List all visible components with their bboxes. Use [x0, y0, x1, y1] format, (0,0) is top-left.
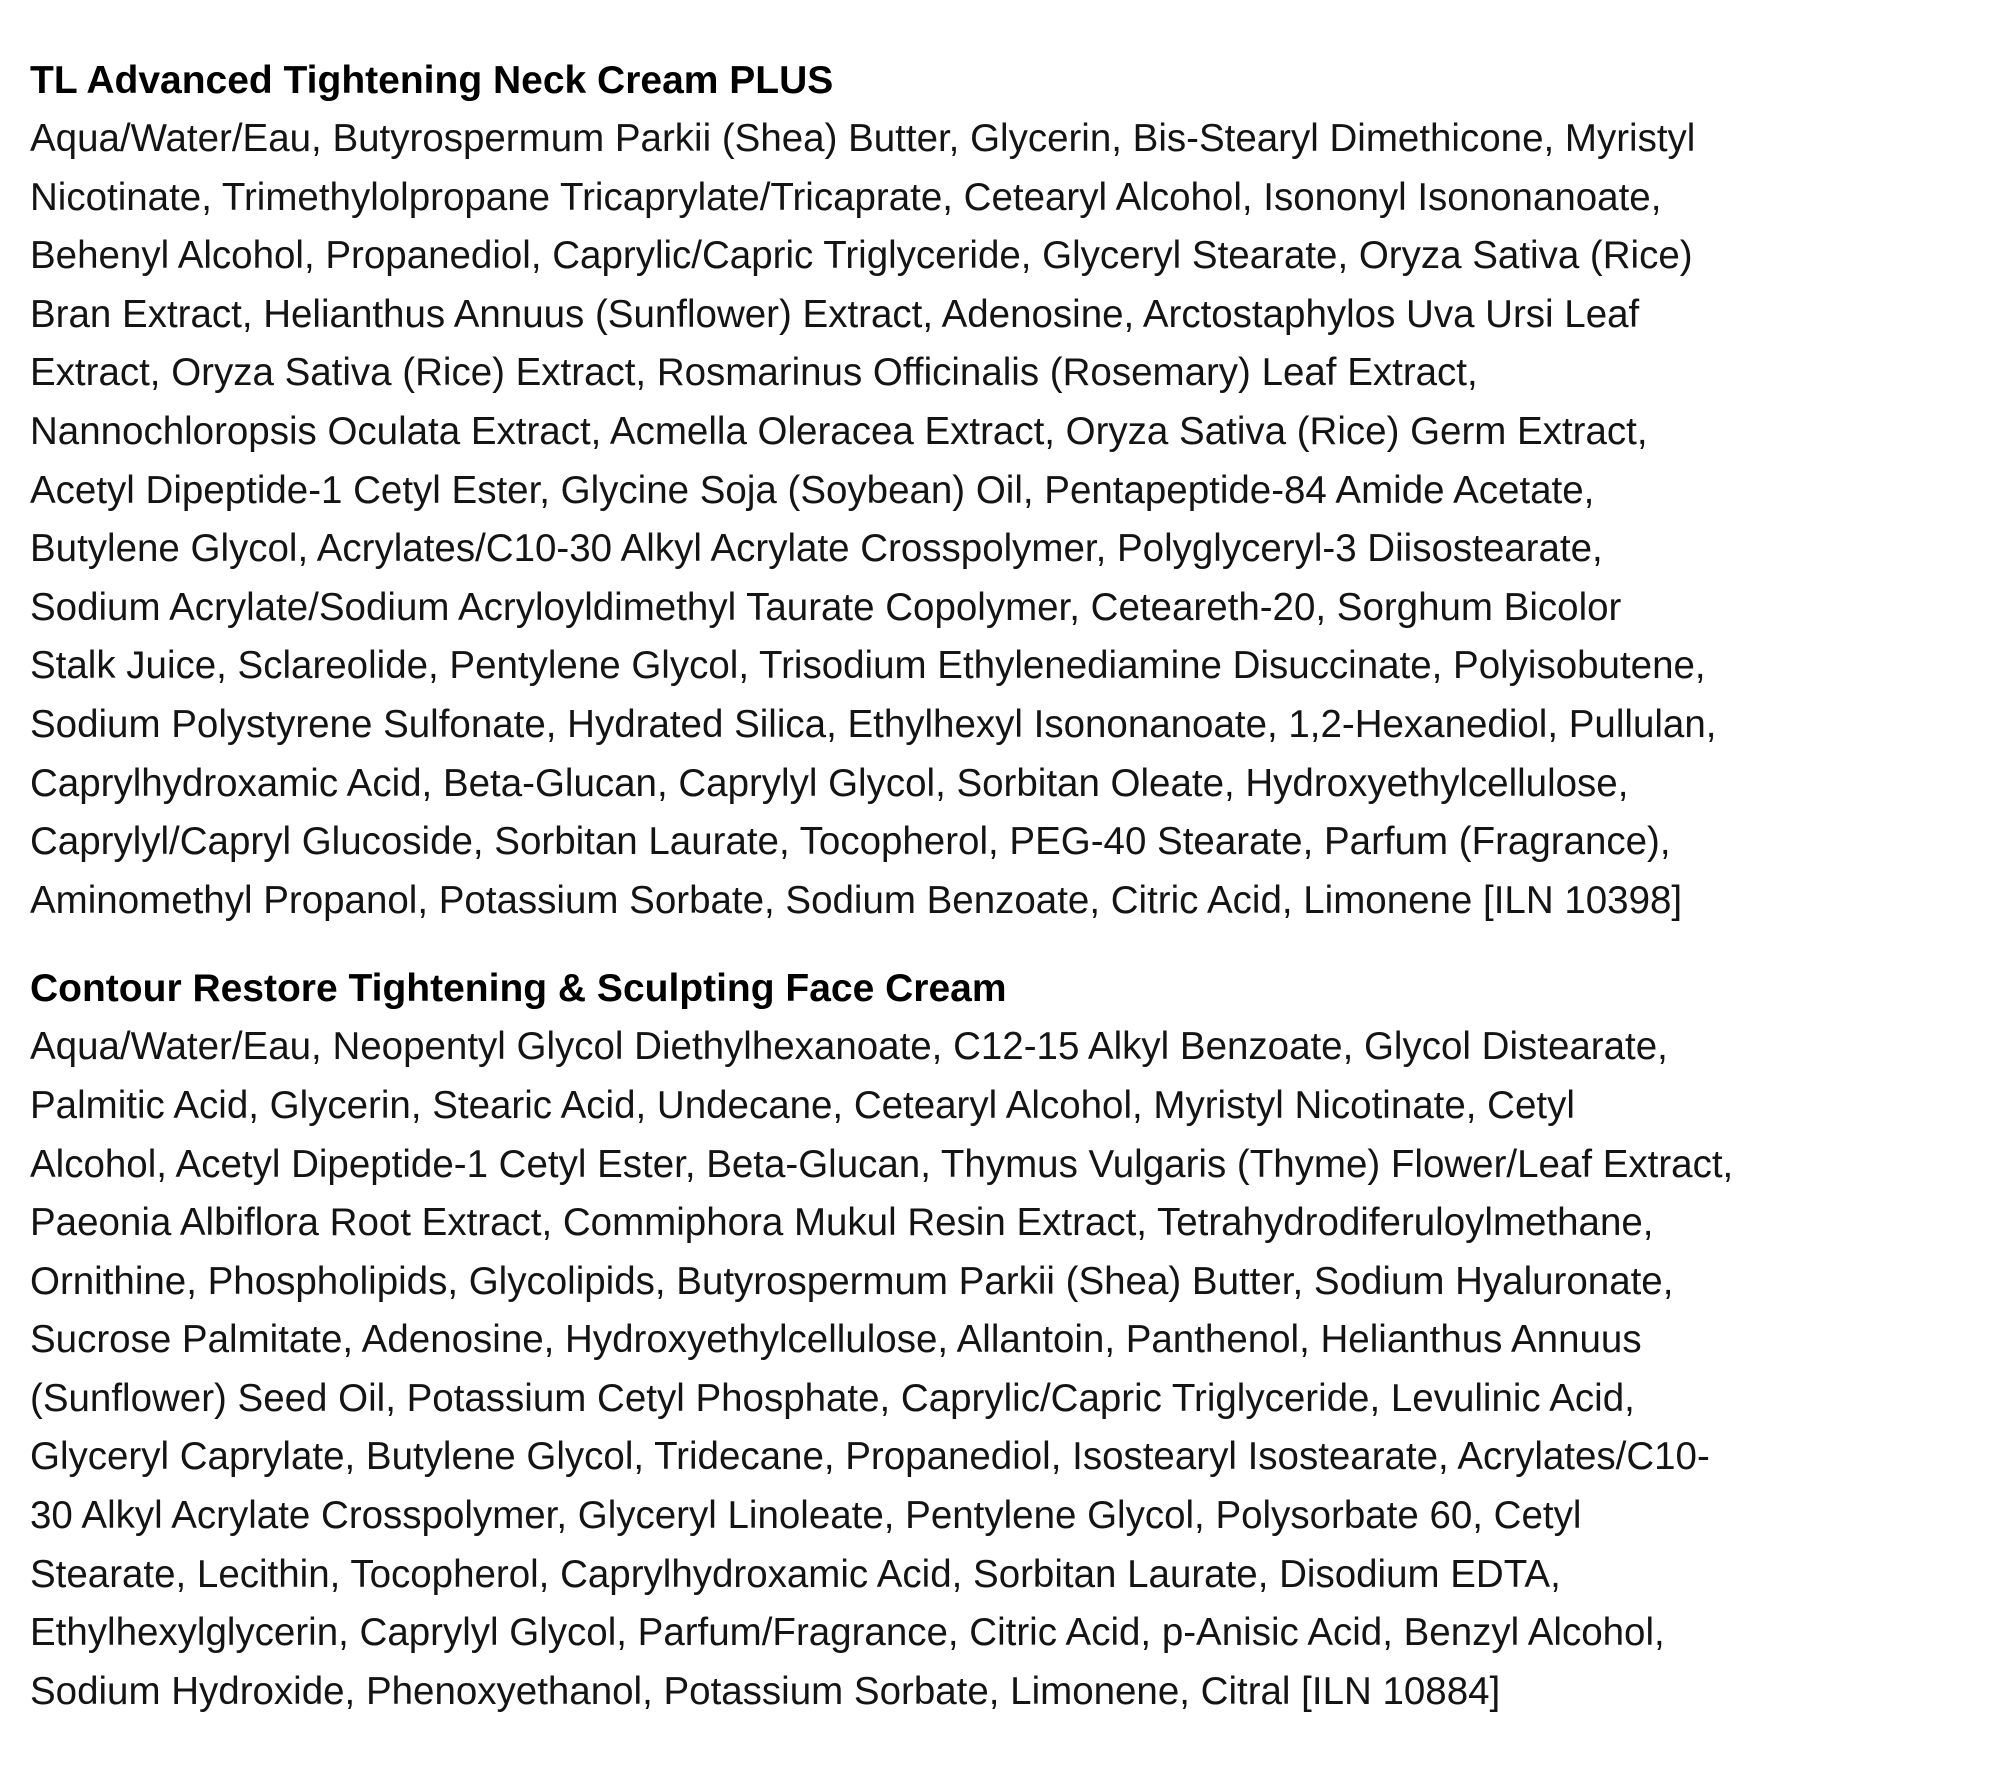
ingredients-line: Bran Extract, Helianthus Annuus (Sunflower) Extract, Adenosine, Arctostaphylos Uva Ursi Leaf: [30, 292, 1640, 336]
ingredients-line: Nicotinate, Trimethylolpropane Tricaprylate/Tricaprate, Cetearyl Alcohol, Isononyl Isononanoate,: [30, 175, 1662, 219]
ingredients-line: Aqua/Water/Eau, Butyrospermum Parkii (Shea) Butter, Glycerin, Bis-Stearyl Dimethicone, Myristyl: [30, 117, 1696, 160]
ingredients-line: Behenyl Alcohol, Propanediol, Caprylic/Capric Triglyceride, Glyceryl Stearate, Oryza Sativa (Rice): [30, 234, 1693, 278]
ingredients-line: Ethylhexylglycerin, Caprylyl Glycol, Parfum/Fragrance, Citric Acid, p-Anisic Acid, Benzyl Alcohol,: [30, 1611, 1665, 1655]
ingredients-line: Paeonia Albiflora Root Extract, Commiphora Mukul Resin Extract, Tetrahydrodiferuloylmethane,: [30, 1201, 1654, 1245]
ingredients-line: Aminomethyl Propanol, Potassium Sorbate, Sodium Benzoate, Citric Acid, Limonene [ILN 10398]: [30, 878, 1683, 922]
ingredients-line: Stalk Juice, Sclareolide, Pentylene Glycol, Trisodium Ethylenediamine Disuccinate, Polyisobutene,: [30, 644, 1706, 688]
product-title: TL Advanced Tightening Neck Cream PLUS: [30, 59, 834, 102]
ingredients-line: (Sunflower) Seed Oil, Potassium Cetyl Phosphate, Caprylic/Capric Triglyceride, Levulinic Acid,: [30, 1376, 1635, 1420]
ingredients-line: Extract, Oryza Sativa (Rice) Extract, Rosmarinus Officinalis (Rosemary) Leaf Extract,: [30, 351, 1478, 395]
ingredients-line: Caprylyl/Capryl Glucoside, Sorbitan Laurate, Tocopherol, PEG-40 Stearate, Parfum (Fragrance),: [30, 820, 1671, 864]
ingredients-line: Butylene Glycol, Acrylates/C10-30 Alkyl Acrylate Crosspolymer, Polyglyceryl-3 Diisostearate,: [30, 527, 1603, 571]
ingredients-line: Sodium Acrylate/Sodium Acryloyldimethyl Taurate Copolymer, Ceteareth-20, Sorghum Bicolor: [30, 585, 1622, 629]
ingredients-list: [30, 110, 1980, 930]
ingredients-line: 30 Alkyl Acrylate Crosspolymer, Glyceryl Linoleate, Pentylene Glycol, Polysorbate 60, Cetyl: [30, 1494, 1582, 1538]
product-title: Contour Restore Tightening & Sculpting Face Cream: [30, 967, 1007, 1011]
product-section-neck-cream: [30, 52, 1980, 930]
ingredients-line: Palmitic Acid, Glycerin, Stearic Acid, Undecane, Cetearyl Alcohol, Myristyl Nicotinate, Cetyl: [30, 1083, 1575, 1127]
ingredients-line: Nannochloropsis Oculata Extract, Acmella Oleracea Extract, Oryza Sativa (Rice) Germ Extract,: [30, 409, 1648, 453]
ingredients-line: Sucrose Palmitate, Adenosine, Hydroxyethylcellulose, Allantoin, Panthenol, Helianthus Annuus: [30, 1318, 1642, 1362]
ingredients-line: Stearate, Lecithin, Tocopherol, Caprylhydroxamic Acid, Sorbitan Laurate, Disodium EDTA,: [30, 1552, 1561, 1596]
product-section-face-cream: [30, 960, 1980, 1721]
ingredients-list: [30, 1018, 1980, 1721]
ingredients-line: Sodium Polystyrene Sulfonate, Hydrated Silica, Ethylhexyl Isononanoate, 1,2-Hexanediol, Pullulan,: [30, 702, 1717, 746]
ingredients-line: Aqua/Water/Eau, Neopentyl Glycol Diethylhexanoate, C12-15 Alkyl Benzoate, Glycol Distearate,: [30, 1025, 1668, 1069]
ingredients-line: Glyceryl Caprylate, Butylene Glycol, Tridecane, Propanediol, Isostearyl Isostearate, Acrylates/C10-: [30, 1435, 1710, 1479]
ingredients-line: Ornithine, Phospholipids, Glycolipids, Butyrospermum Parkii (Shea) Butter, Sodium Hyaluronate,: [30, 1259, 1674, 1303]
ingredients-line: Acetyl Dipeptide-1 Cetyl Ester, Glycine Soja (Soybean) Oil, Pentapeptide-84 Amide Acetate,: [30, 468, 1595, 512]
ingredients-line: Caprylhydroxamic Acid, Beta-Glucan, Caprylyl Glycol, Sorbitan Oleate, Hydroxyethylcellulose,: [30, 761, 1629, 805]
ingredients-line: Alcohol, Acetyl Dipeptide-1 Cetyl Ester, Beta-Glucan, Thymus Vulgaris (Thyme) Flower/Leaf Extract,: [30, 1142, 1734, 1186]
ingredients-line: Sodium Hydroxide, Phenoxyethanol, Potassium Sorbate, Limonene, Citral [ILN 10884]: [30, 1669, 1501, 1713]
